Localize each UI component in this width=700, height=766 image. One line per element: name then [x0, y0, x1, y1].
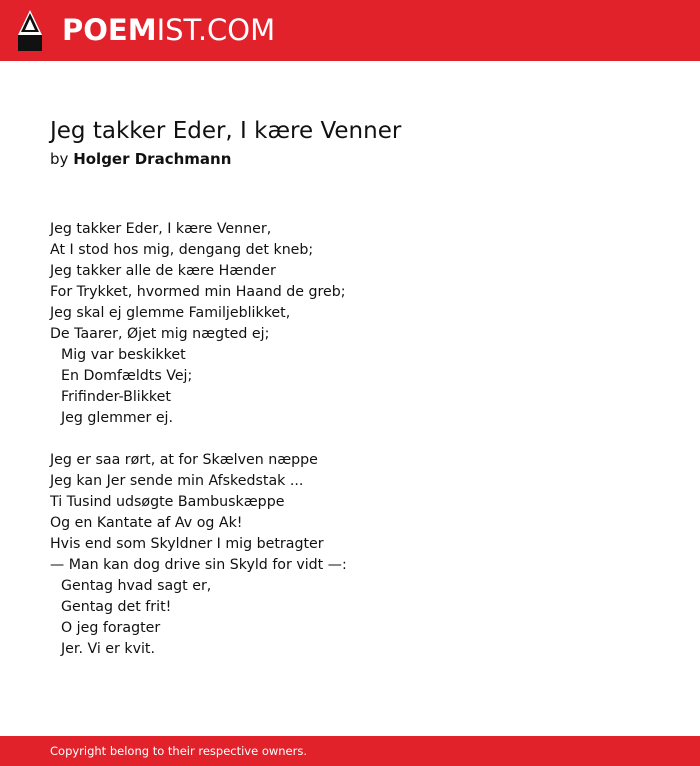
- poem-line: Jeg skal ej glemme Familjeblikket,: [50, 305, 291, 321]
- poem-line: De Taarer, Øjet mig nægted ej;: [50, 326, 270, 342]
- poem-body: [50, 219, 347, 660]
- poem-line: En Domfældts Vej;: [61, 368, 193, 384]
- poem-line: Jeg kan Jer sende min Afskedstak ...: [50, 473, 304, 489]
- pencil-icon[interactable]: [18, 10, 42, 51]
- byline: [50, 149, 231, 169]
- poem-line: Hvis end som Skyldner I mig betragter: [50, 536, 324, 552]
- poem-line: Jer. Vi er kvit.: [61, 641, 156, 657]
- poem-line: Ti Tusind udsøgte Bambuskæppe: [50, 494, 285, 510]
- stanza-gap: [50, 429, 347, 450]
- poem-title: Jeg takker Eder, I kære Venner: [50, 118, 402, 144]
- logo-bold-text: POEM: [62, 13, 157, 47]
- poem-line: Jeg er saa rørt, at for Skælven næppe: [50, 452, 318, 468]
- site-header: [0, 0, 700, 61]
- logo-light-text: IST.COM: [156, 13, 276, 47]
- poem-line: Jeg takker alle de kære Hænder: [50, 263, 276, 279]
- site-logo[interactable]: [62, 12, 275, 48]
- author-link[interactable]: Holger Drachmann: [73, 150, 232, 168]
- poem-line: Og en Kantate af Av og Ak!: [50, 515, 243, 531]
- site-footer: [0, 736, 700, 766]
- copyright-text: Copyright belong to their respective owners.: [50, 744, 308, 758]
- poem-line: Gentag det frit!: [61, 599, 172, 615]
- poem-line: At I stod hos mig, dengang det kneb;: [50, 242, 314, 258]
- poem-line: O jeg foragter: [61, 620, 161, 636]
- poem-line: Jeg glemmer ej.: [61, 410, 173, 426]
- poem-line: For Trykket, hvormed min Haand de greb;: [50, 284, 346, 300]
- poem-line: Jeg takker Eder, I kære Venner,: [50, 221, 272, 237]
- poem-line: Frifinder-Blikket: [61, 389, 171, 405]
- poem-line: Gentag hvad sagt er,: [61, 578, 212, 594]
- poem-line: Mig var beskikket: [61, 347, 186, 363]
- poem-line: — Man kan dog drive sin Skyld for vidt —:: [50, 557, 347, 573]
- by-label: by: [50, 150, 69, 168]
